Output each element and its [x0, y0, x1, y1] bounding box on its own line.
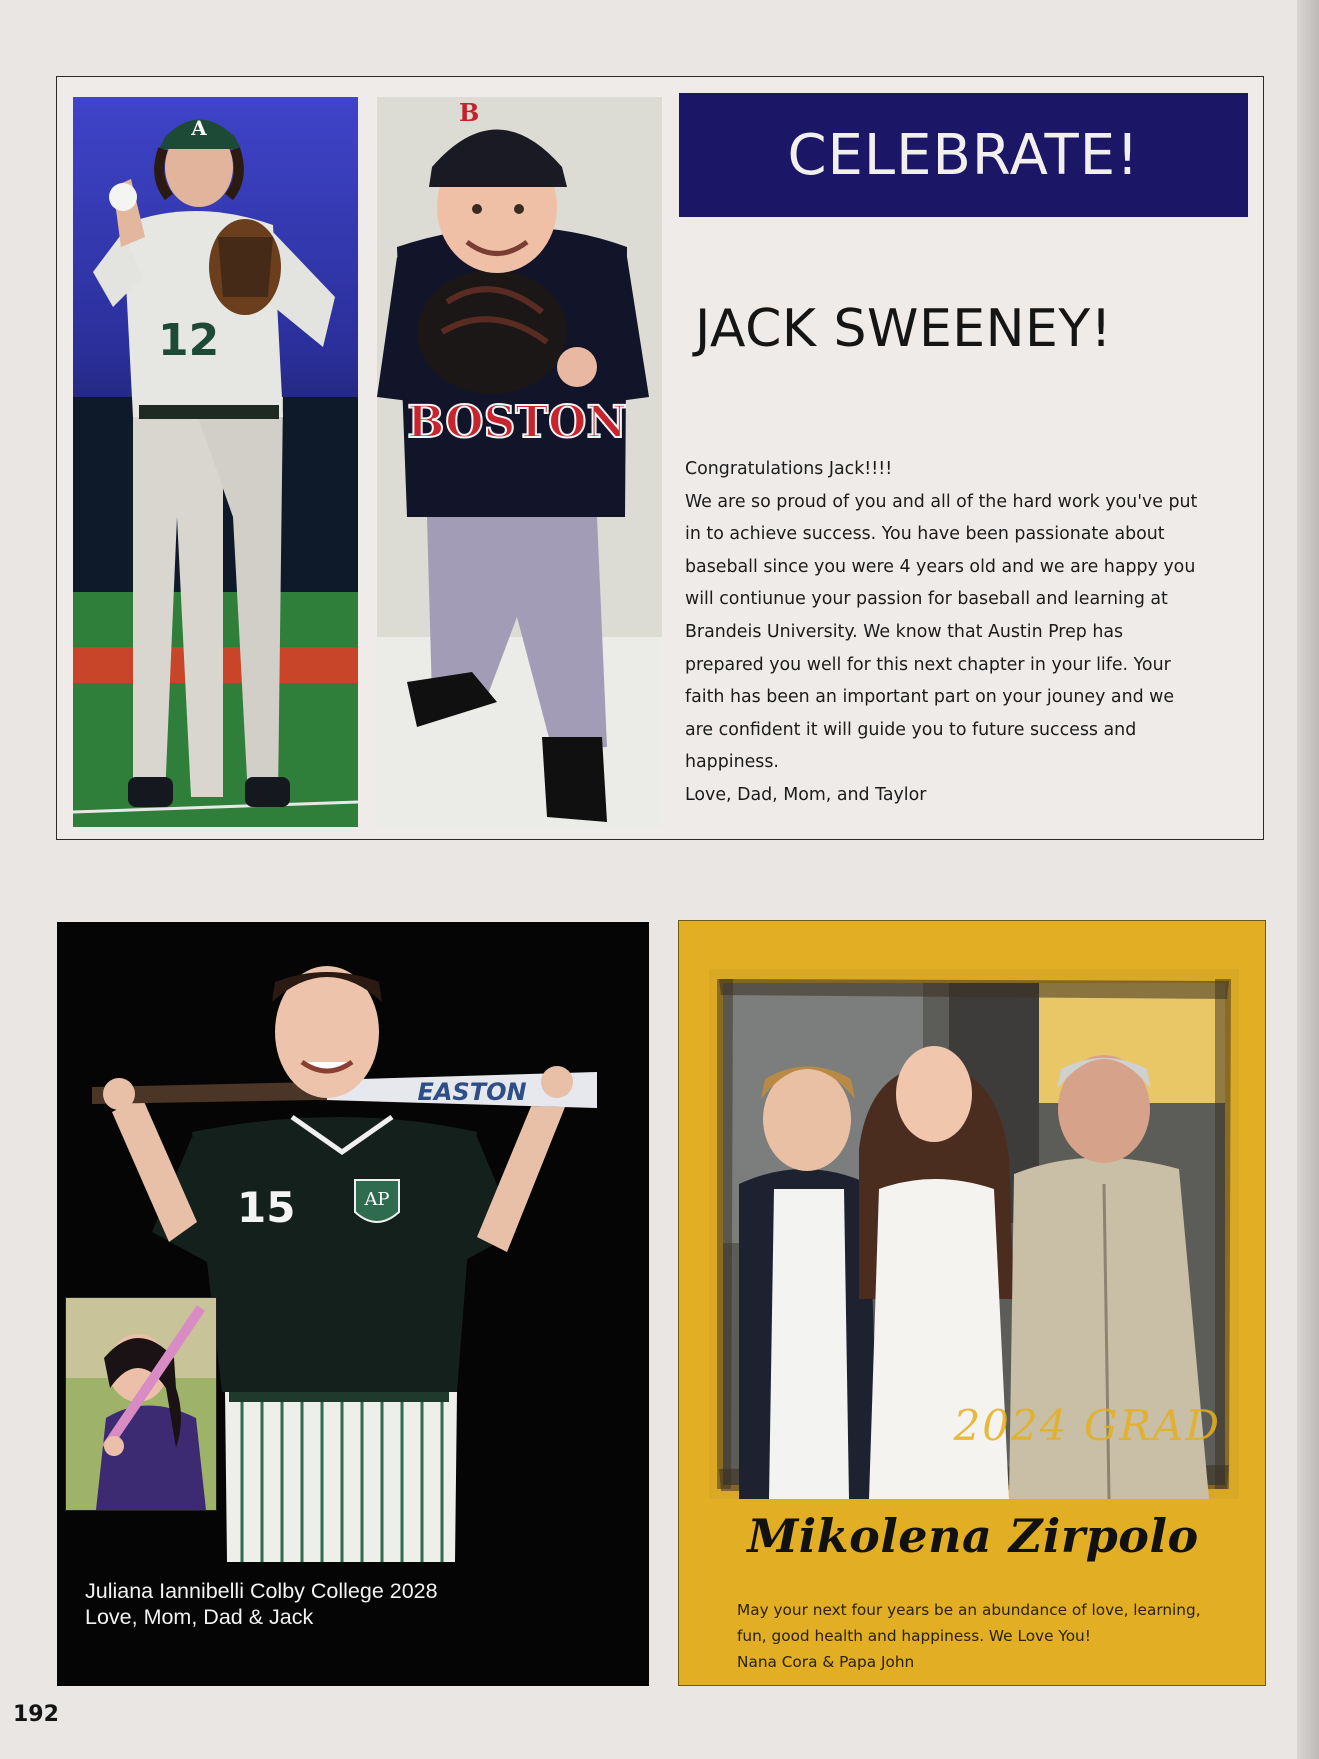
- message-line: happiness.: [685, 752, 779, 773]
- message-line: are confident it will guide you to future success and: [685, 719, 1137, 740]
- bat-brand-text: EASTON: [417, 1078, 527, 1106]
- message-line: will contiunue your passion for baseball and learning at: [685, 589, 1168, 610]
- softball-caption-line-2: Love, Mom, Dad & Jack: [85, 1605, 314, 1629]
- congratulations-message: [685, 453, 1245, 812]
- message-line: Brandeis University. We know that Austin Prep has: [685, 621, 1124, 642]
- senior-cap-letter: A: [191, 116, 207, 140]
- juliana-iannibelli-ad: [57, 922, 649, 1686]
- grad-message-line: fun, good health and happiness. We Love You!: [737, 1627, 1091, 1645]
- child-shirt-text: BOSTON: [407, 397, 627, 448]
- softball-caption-line-1: Juliana Iannibelli Colby College 2028: [85, 1579, 438, 1603]
- grad-year-overlay: 2024 GRAD: [953, 1401, 1221, 1450]
- grad-message-line: May your next four years be an abundance of love, learning,: [737, 1601, 1201, 1619]
- message-line: Congratulations Jack!!!!: [685, 459, 893, 479]
- softball-caption: [85, 1578, 438, 1630]
- grad-message: [737, 1597, 1237, 1675]
- message-signature: Love, Dad, Mom, and Taylor: [685, 784, 927, 805]
- message-line: faith has been an important part on your jouney and we: [685, 687, 1175, 708]
- child-cap-letter: B: [459, 98, 480, 127]
- mikolena-zirpolo-ad: [678, 920, 1266, 1686]
- message-line: We are so proud of you and all of the hard work you've put: [685, 491, 1198, 512]
- child-baseball-photo: [377, 97, 662, 827]
- message-line: in to achieve success. You have been passionate about: [685, 524, 1165, 545]
- softball-child-inset-photo: [65, 1297, 217, 1511]
- grad-message-signature: Nana Cora & Papa John: [737, 1653, 915, 1671]
- softball-jersey-number: 15: [237, 1183, 296, 1232]
- jack-sweeney-ad: [56, 76, 1264, 840]
- page-number: 192: [13, 1702, 59, 1727]
- message-line: baseball since you were 4 years old and we are happy you: [685, 556, 1196, 577]
- graduate-name-script: Mikolena Zirpolo: [747, 1509, 1199, 1563]
- message-line: prepared you well for this next chapter in your life. Your: [685, 654, 1171, 675]
- senior-jersey-number: 12: [158, 315, 220, 366]
- celebrate-banner: CELEBRATE!: [679, 93, 1248, 217]
- softball-jersey-logo: AP: [364, 1189, 390, 1210]
- senior-baseball-photo: [73, 97, 358, 827]
- page-spine-shadow: [1297, 0, 1319, 1759]
- honoree-name-heading: JACK SWEENEY!: [695, 299, 1113, 359]
